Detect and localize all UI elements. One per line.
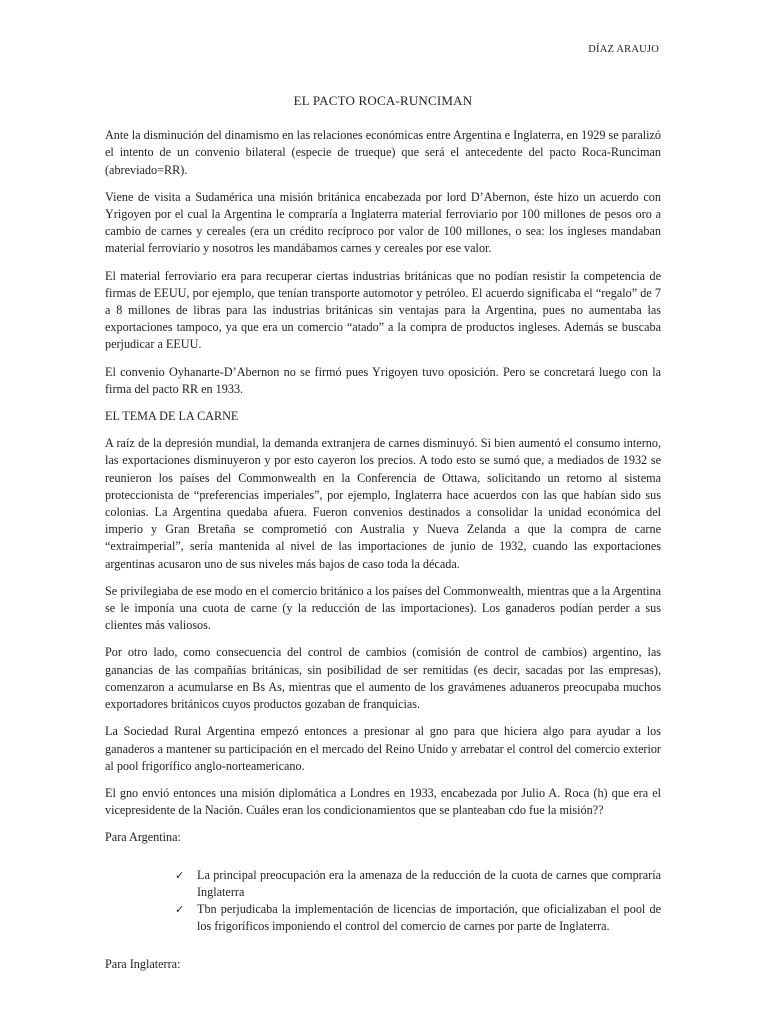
checkmark-icon: ✓	[175, 902, 185, 916]
paragraph: Se privilegiaba de ese modo en el comercio británico a los países del Commonwealth, mientras que a la Argentina se le imponía una cuota de carne (y la reducción de las importaciones). Los ganaderos podían perder a sus clientes más valiosos.	[105, 583, 661, 633]
list-item	[175, 901, 661, 935]
paragraph: Ante la disminución del dinamismo en las relaciones económicas entre Argentina e Inglaterra, en 1929 se paralizó el intento de un convenio bilateral (especie de trueque) que será el antecedente del pacto Roca-Runciman (abreviado=RR).	[105, 128, 661, 177]
paragraph: El convenio Oyhanarte-D’Abernon no se firmó pues Yrigoyen tuvo oposición. Pero se concretará luego con la firma del pacto RR en 1933.	[105, 364, 661, 396]
paragraph: Por otro lado, como consecuencia del control de cambios (comisión de control de cambios) argentino, las ganancias de las compañías británicas, sin posibilidad de ser remitidas (es decir, sacadas por las empresas), comenzaron a acumularse en Bs As, mientras que el aumento de los gravámenes aduaneros preocupaba muchos exportadores británicos cuyos productos gozaban de franquicias.	[105, 645, 661, 712]
list-item	[175, 867, 661, 901]
document-title: EL PACTO ROCA-RUNCIMAN	[293, 93, 473, 108]
list-item-text: La principal preocupación era la amenaza de la reducción de la cuota de carnes que compraría Inglaterra	[197, 867, 661, 899]
section-heading: EL TEMA DE LA CARNE	[105, 409, 239, 424]
document-body	[105, 92, 661, 994]
argentina-checklist	[105, 867, 661, 936]
paragraph: Viene de visita a Sudamérica una misión británica encabezada por lord D’Abernon, éste hizo un acuerdo con Yrigoyen por el cual la Argentina le compraría a Inglaterra material ferroviario por 100 millones de pesos oro a cambio de carnes y cereales (era un crédito recíproco por valor de 100 millones, o sea: los ingleses mandaban material ferroviario y nosotros les mandábamos carnes y cereales por ese valor.	[105, 189, 661, 256]
paragraph: La Sociedad Rural Argentina empezó entonces a presionar al gno para que hiciera algo para ayudar a los ganaderos a mantener su participación en el mercado del Reino Unido y arrebatar el control del comercio exterior al pool frigorífico anglo-norteamericano.	[105, 724, 661, 773]
paragraph: A raíz de la depresión mundial, la demanda extranjera de carnes disminuyó. Si bien aumentó el consumo interno, las exportaciones disminuyeron y por esto cayeron los precios. A todo esto se sumó que, a mediados de 1932 se reunieron los países del Commonwealth en la Conferencia de Ottawa, solicitando un retorno al sistema proteccionista de “preferencias imperiales”, por ejemplo, Inglaterra hace acuerdos con las que habían sido sus colonias. La Argentina quedaba afuera. Fueron convenios destinados a consolidar la unidad económica del imperio y Gran Bretaña se comprometió con Australia y Nueva Zelanda a que la compra de carne “extraimperial”, sería mantenida al nivel de las importaciones de junio de 1932, cuando las exportaciones argentinas acusaron uno de sus niveles más bajos de caso toda la década.	[105, 436, 661, 571]
inglaterra-label: Para Inglaterra:	[105, 957, 181, 972]
argentina-label: Para Argentina:	[105, 830, 181, 845]
list-item-text: Tbn perjudicaba la implementación de licencias de importación, que oficializaban el pool de los frigoríficos imponiendo el control del comercio de carnes por parte de Inglaterra.	[197, 901, 661, 934]
page-header-author: DÍAZ ARAUJO	[588, 44, 659, 55]
paragraph: El gno envió entonces una misión diplomática a Londres en 1933, encabezada por Julio A. Roca (h) que era el vicepresidente de la Nación. Cuáles eran los condicionamientos que se planteaban cdo fue la misión??	[105, 785, 661, 818]
checkmark-icon: ✓	[175, 868, 185, 882]
paragraph: El material ferroviario era para recuperar ciertas industrias británicas que no podían resistir la competencia de firmas de EEUU, por ejemplo, que tenían transporte automotor y petróleo. El acuerdo significaba el “regalo” de 7 a 8 millones de libras para las industrias británicas sin ventajas para la Argentina, pues no aumentaba las exportaciones tampoco, ya que era un comercio “atado” a la compra de productos ingleses. Además se buscaba perjudicar a EEUU.	[105, 268, 661, 352]
